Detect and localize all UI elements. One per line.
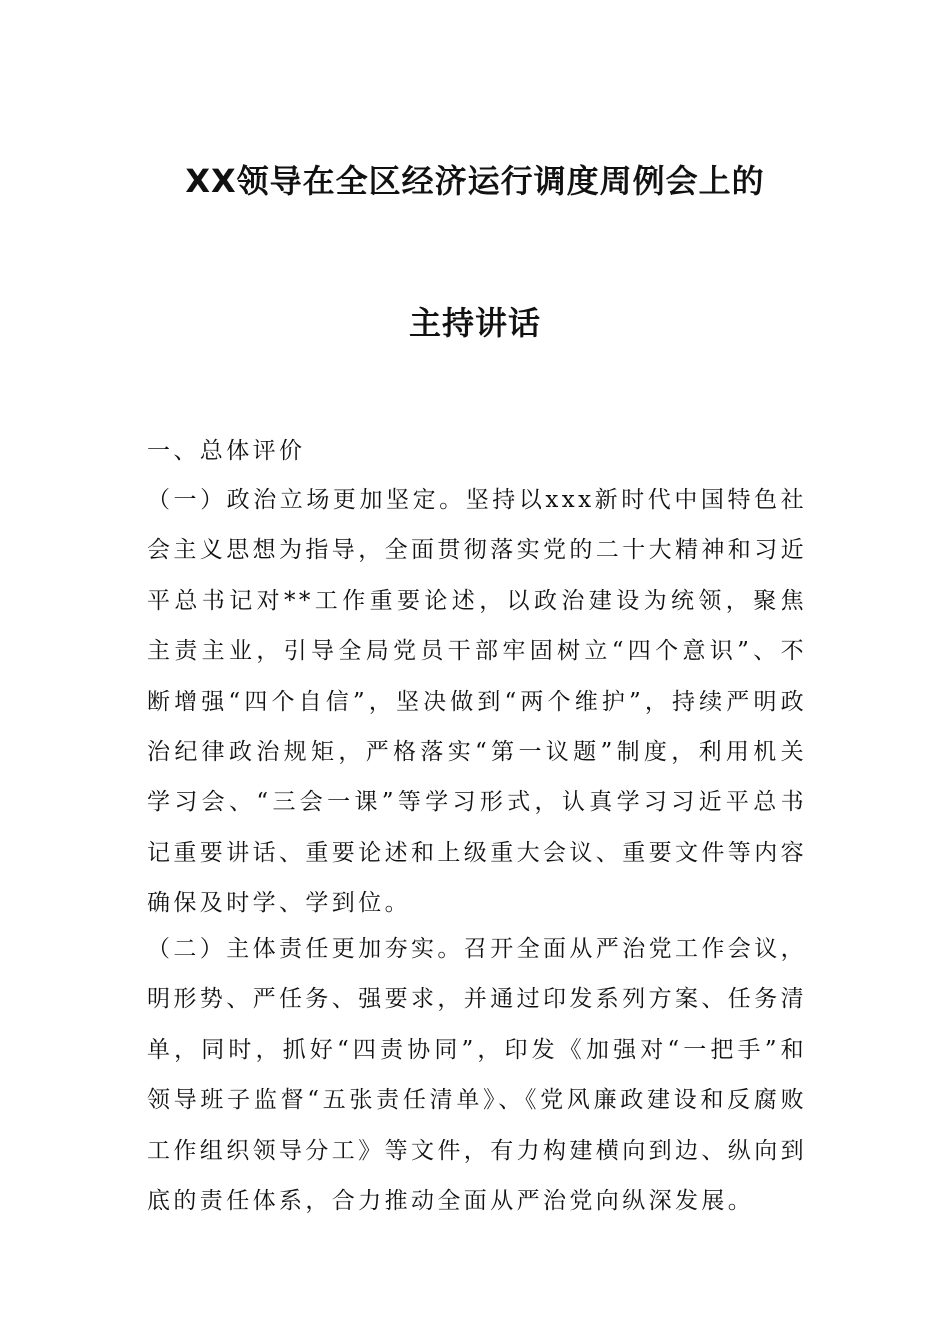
paragraph-political-stance: （一）政治立场更加坚定。坚持以xxx新时代中国特色社会主义思想为指导，全面贯彻落实党的二十大精神和习近平总书记对**工作重要论述，以政治建设为统领，聚焦主责主业，引导全局党员干部牢固树立“四个意识”、不断增强“四个自信”，坚决做到“两个维护”，持续严明政治纪律政治规矩，严格落实“第一议题”制度，利用机关学习会、“三会一课”等学习形式，认真学习习近平总书记重要讲话、重要论述和上级重大会议、重要文件等内容确保及时学、学到位。 bbox=[147, 487, 807, 917]
paragraph-main-responsibility: （二）主体责任更加夯实。召开全面从严治党工作会议，明形势、严任务、强要求，并通过印发系列方案、任务清单，同时，抓好“四责协同”，印发《加强对“一把手”和领导班子监督“五张责任清单》、《党风廉政建设和反腐败工作组织领导分工》等文件，有力构建横向到边、纵向到底的责任体系，合力推动全面从严治党向纵深发展。 bbox=[147, 936, 807, 1215]
document-title-line-2: 主持讲话 bbox=[408, 304, 541, 342]
document-title-line-1: XX领导在全区经济运行调度周例会上的 bbox=[185, 162, 765, 200]
section-heading: 一、总体评价 bbox=[147, 438, 306, 464]
